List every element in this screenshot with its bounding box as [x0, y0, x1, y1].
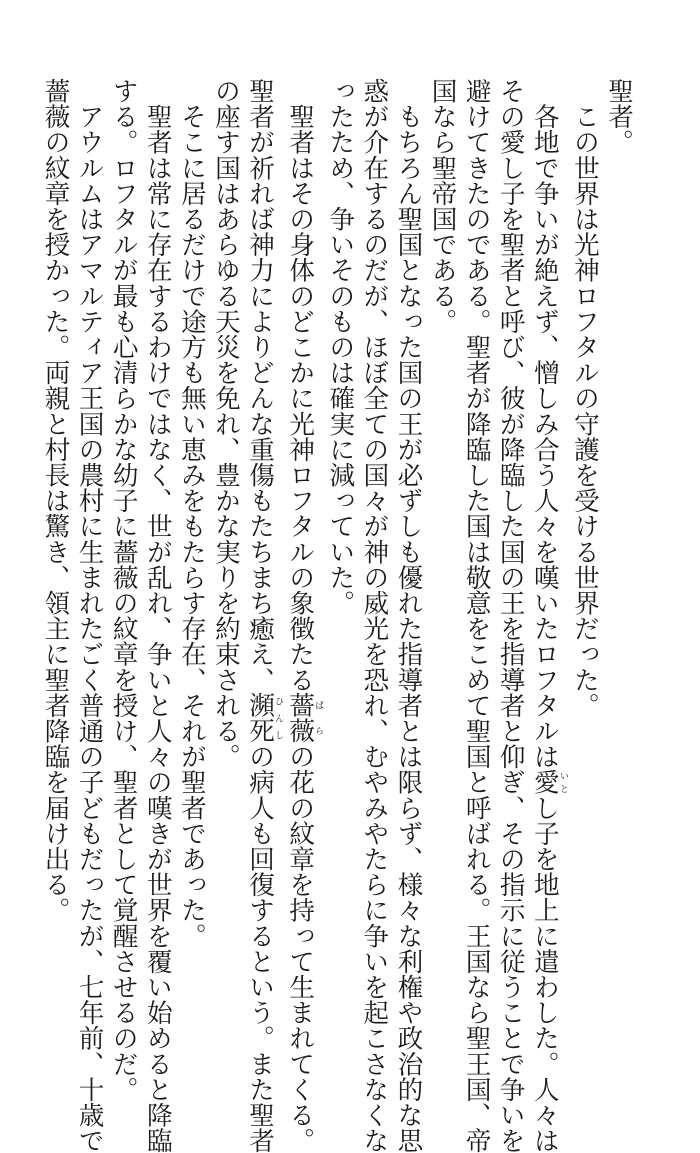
- text-segment: 聖者。: [604, 78, 634, 155]
- ruby-reading: ばら: [313, 692, 324, 744]
- text-segment: その愛し子を聖者と呼び、彼が降臨した国の王を指導者と仰ぎ、その指示に従うことで争いを: [495, 78, 526, 1153]
- ruby-base: 薔薇: [285, 692, 316, 744]
- ruby-reading: いと: [557, 769, 568, 795]
- text-line: [391, 78, 425, 1153]
- text-line: [38, 78, 72, 968]
- text-segment: 聖者は常に存在するわけではなく、世が乱れ、争いと人々の嘆きが世界を覆い始めると降臨: [142, 78, 173, 1153]
- ruby-annotation: [529, 769, 568, 795]
- vertical-text-body: [38, 78, 636, 1153]
- text-line: [357, 78, 391, 1153]
- text-segment: もちろん聖国となった国の王が必ずしも優れた指導者とは限らず、様々な利権や政治的な思: [393, 78, 424, 1153]
- ruby-reading: ひんし: [273, 692, 284, 744]
- text-segment: 薔薇の紋章を授かった。両親と村長は驚き、領主に聖者降臨を届け出る。: [40, 78, 71, 923]
- text-segment: 聖者が祈れば神力によりどんな重傷もたちまち癒え、: [245, 78, 276, 693]
- text-segment: 惑が介在するのだが、ほぼ全ての国々が神の威光を恐れ、むやみやたらに争いを起こさなくな: [359, 78, 390, 1153]
- text-segment: の花の紋章を持って生まれてくる。: [285, 743, 316, 1153]
- text-segment: そこに居るだけで途方も無い恵みをもたらす存在、それが聖者であった。: [176, 78, 207, 949]
- text-line: [141, 78, 175, 1153]
- text-segment: 避けてきたのである。聖者が降臨した国は敬意をこめて聖国と呼ばれる。王国なら聖王国、帝: [461, 78, 492, 1153]
- text-segment: この世界は光神ロフタルの守護を受ける世界だった。: [569, 78, 600, 718]
- text-line: [528, 78, 568, 1153]
- text-line: [323, 78, 357, 968]
- text-line: [175, 78, 209, 968]
- text-segment: する。ロフタルが最も心清らかな幼子に薔薇の紋章を授け、聖者として覚醒させるのだ。: [108, 78, 139, 1102]
- text-segment: し子を地上に遣わした。人々は: [529, 794, 560, 1153]
- ruby-base: 瀕死: [245, 692, 276, 744]
- text-line: [283, 78, 324, 1153]
- text-line: [209, 78, 243, 968]
- text-line: [568, 78, 602, 968]
- text-line: [425, 78, 459, 968]
- text-line: [73, 78, 107, 1153]
- text-line: [107, 78, 141, 1102]
- text-line: [460, 78, 494, 1153]
- text-segment: 各地で争いが絶えず、憎しみ合う人々を嘆いたロフタルは: [529, 78, 560, 770]
- text-segment: 国なら聖帝国である。: [427, 78, 458, 334]
- text-segment: の座す国はあらゆる天災を免れ、豊かな実りを約束される。: [210, 78, 241, 770]
- text-line: [243, 78, 284, 1153]
- text-line: [494, 78, 528, 1153]
- ruby-annotation: [245, 692, 284, 744]
- text-segment: ったため、争いそのものは確実に減っていた。: [325, 78, 356, 616]
- ruby-base: 愛: [529, 769, 560, 795]
- text-segment: アウルムはアマルティア王国の農村に生まれたごく普通の子どもだったが、七年前、十歳で: [74, 78, 105, 1153]
- text-segment: の病人も回復するという。また聖者: [245, 743, 276, 1153]
- ruby-annotation: [285, 692, 324, 744]
- text-segment: 聖者はその身体のどこかに光神ロフタルの象徴たる: [285, 78, 316, 693]
- text-line: [602, 78, 636, 968]
